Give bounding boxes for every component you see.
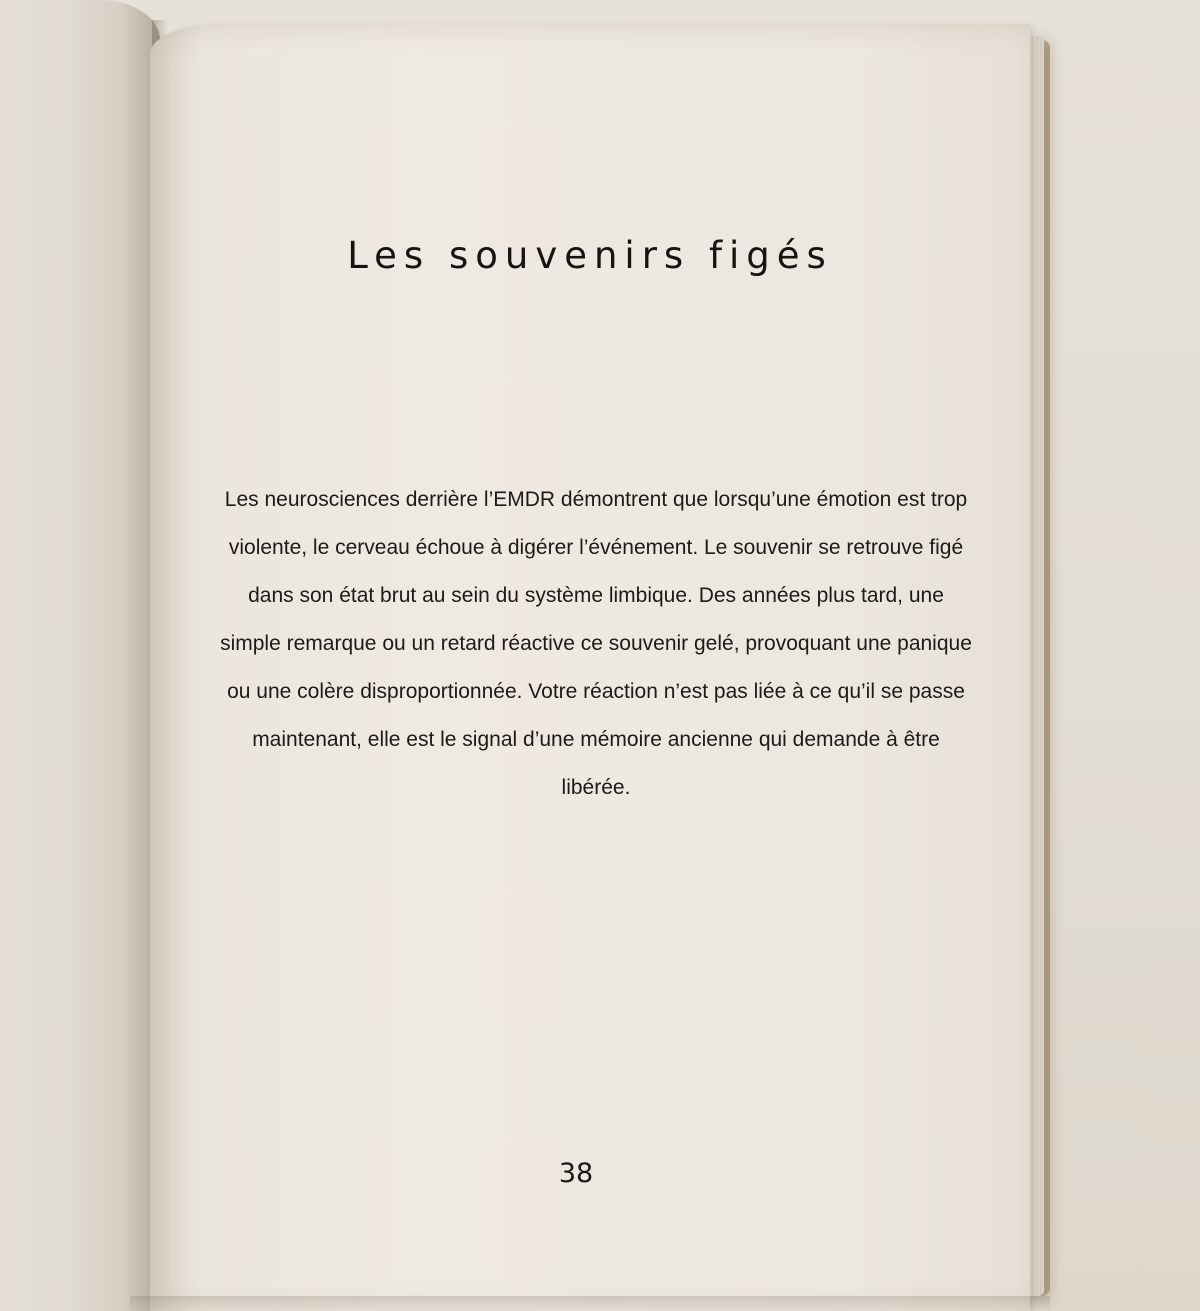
book-shadow bbox=[130, 1296, 1050, 1311]
page-number: 38 bbox=[558, 1158, 594, 1189]
body-paragraph: Les neurosciences derrière l’EMDR démontrent que lorsqu’une émotion est trop violente, le cerveau échoue à digérer l’événement. Le souvenir se retrouve figé dans son état brut au sein du système limbique. Des années plus tard, une simple remarque ou un retard réactive ce souvenir gelé, provoquant une panique ou une colère disproportionnée. Votre réaction n’est pas liée à ce qu’il se passe maintenant, elle est le signal d’une mémoire ancienne qui demande à être libérée. bbox=[220, 488, 972, 799]
left-page bbox=[0, 0, 160, 1311]
chapter-title: Les souvenirs figés bbox=[347, 234, 833, 277]
